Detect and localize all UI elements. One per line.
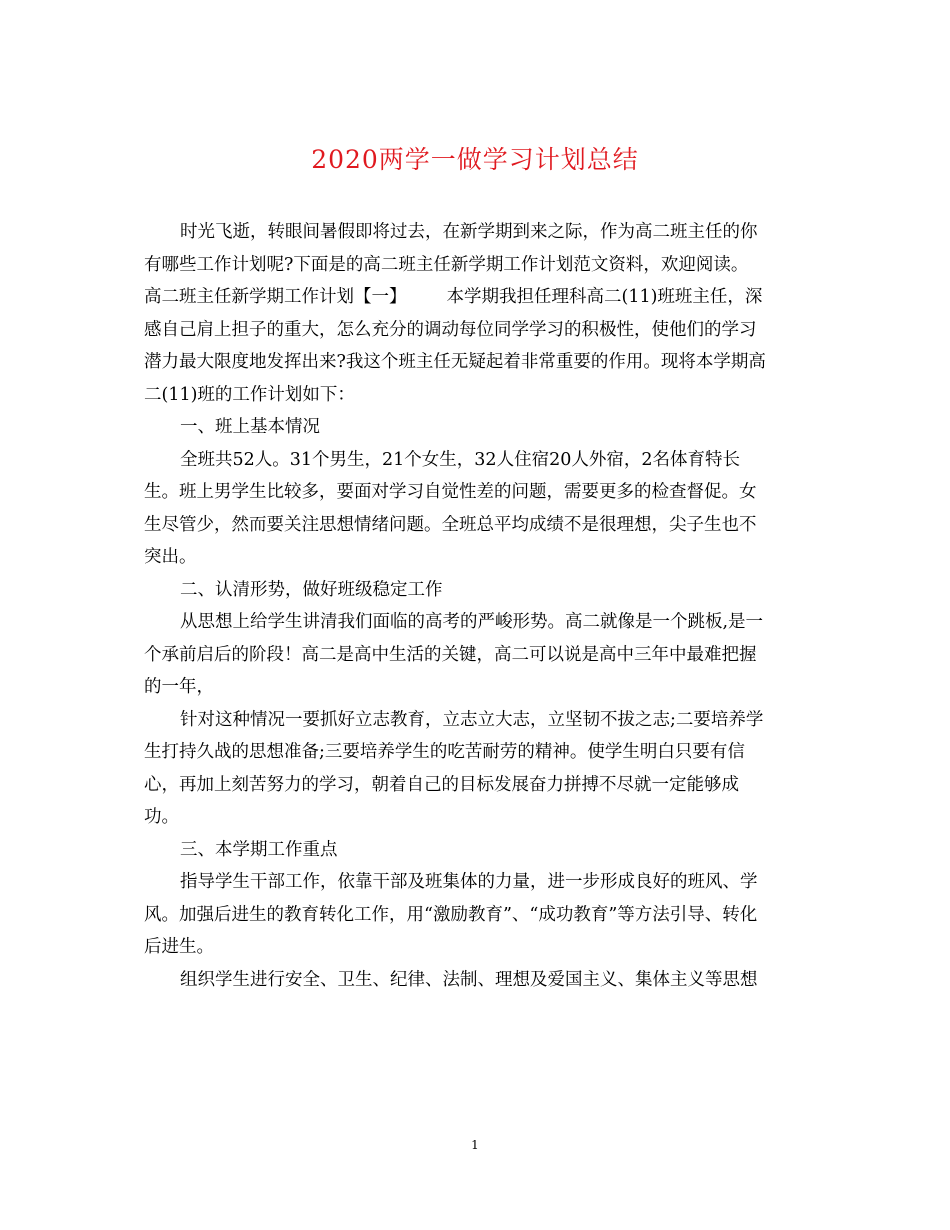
text-line: 针对这种情况一要抓好立志教育，立志立大志，立坚韧不拔之志;二要培养学 [180, 709, 764, 730]
text-line: 生尽管少，然而要关注思想情绪问题。全班总平均成绩不是很理想，尖子生也不 [144, 514, 757, 535]
text-line: 风。加强后进生的教育转化工作，用“激励教育”、“成功教育”等方法引导、转化 [144, 904, 758, 925]
text-line: 全班共52人。31个男生，21个女生，32人住宿20人外宿，2名体育特长 [180, 449, 740, 470]
text-line: 生打持久战的思想准备;三要培养学生的吃苦耐劳的精神。使学生明白只要有信 [144, 742, 745, 762]
section-heading: 三、本学期工作重点 [180, 839, 338, 860]
text-line: 突出。 [144, 547, 197, 567]
text-line: 功。 [144, 807, 179, 827]
text-line: 潜力最大限度地发挥出来?我这个班主任无疑起着非常重要的作用。现将本学期高 [144, 352, 766, 372]
text-line-with-heading [144, 281, 806, 314]
text-line: 从思想上给学生讲清我们面临的高考的严峻形势。高二就像是一个跳板,是一 [180, 612, 764, 632]
text-line: 个承前启后的阶段！高二是高中生活的关键，高二可以说是高中三年中最难把握 [144, 644, 757, 665]
text-line: 组织学生进行安全、卫生、纪律、法制、理想及爱国主义、集体主义等思想 [180, 969, 758, 990]
section-heading: 一、班上基本情况 [180, 417, 320, 437]
section-heading: 二、认清形势，做好班级稳定工作 [180, 579, 443, 600]
text-line: 有哪些工作计划呢?下面是的高二班主任新学期工作计划范文资料，欢迎阅读。 [144, 254, 749, 275]
text-line: 生。班上男学生比较多，要面对学习自觉性差的问题，需要更多的检查督促。女 [144, 482, 757, 502]
document-title: 2020两学一做学习计划总结 [311, 145, 639, 174]
text-line: 心，再加上刻苦努力的学习，朝着自己的目标发展奋力拼搏不尽就一定能够成 [144, 774, 739, 795]
text-line: 感自己肩上担子的重大，怎么充分的调动每位同学学习的积极性，使他们的学习 [144, 319, 757, 340]
text-segment: 本学期我担任理科高二(11)班班主任，深 [446, 287, 763, 307]
text-line: 指导学生干部工作，依靠干部及班集体的力量，进一步形成良好的班风、学 [180, 872, 758, 892]
text-line: 后进生。 [144, 937, 214, 957]
document-body [144, 216, 806, 996]
text-line: 二(11)班的工作计划如下： [144, 384, 355, 405]
text-line: 时光飞逝，转眼间暑假即将过去，在新学期到来之际，作为高二班主任的你 [180, 222, 758, 242]
section-heading: 高二班主任新学期工作计划【一】 [144, 287, 407, 307]
text-line: 的一年， [144, 677, 214, 697]
page-number: 1 [471, 1138, 479, 1152]
